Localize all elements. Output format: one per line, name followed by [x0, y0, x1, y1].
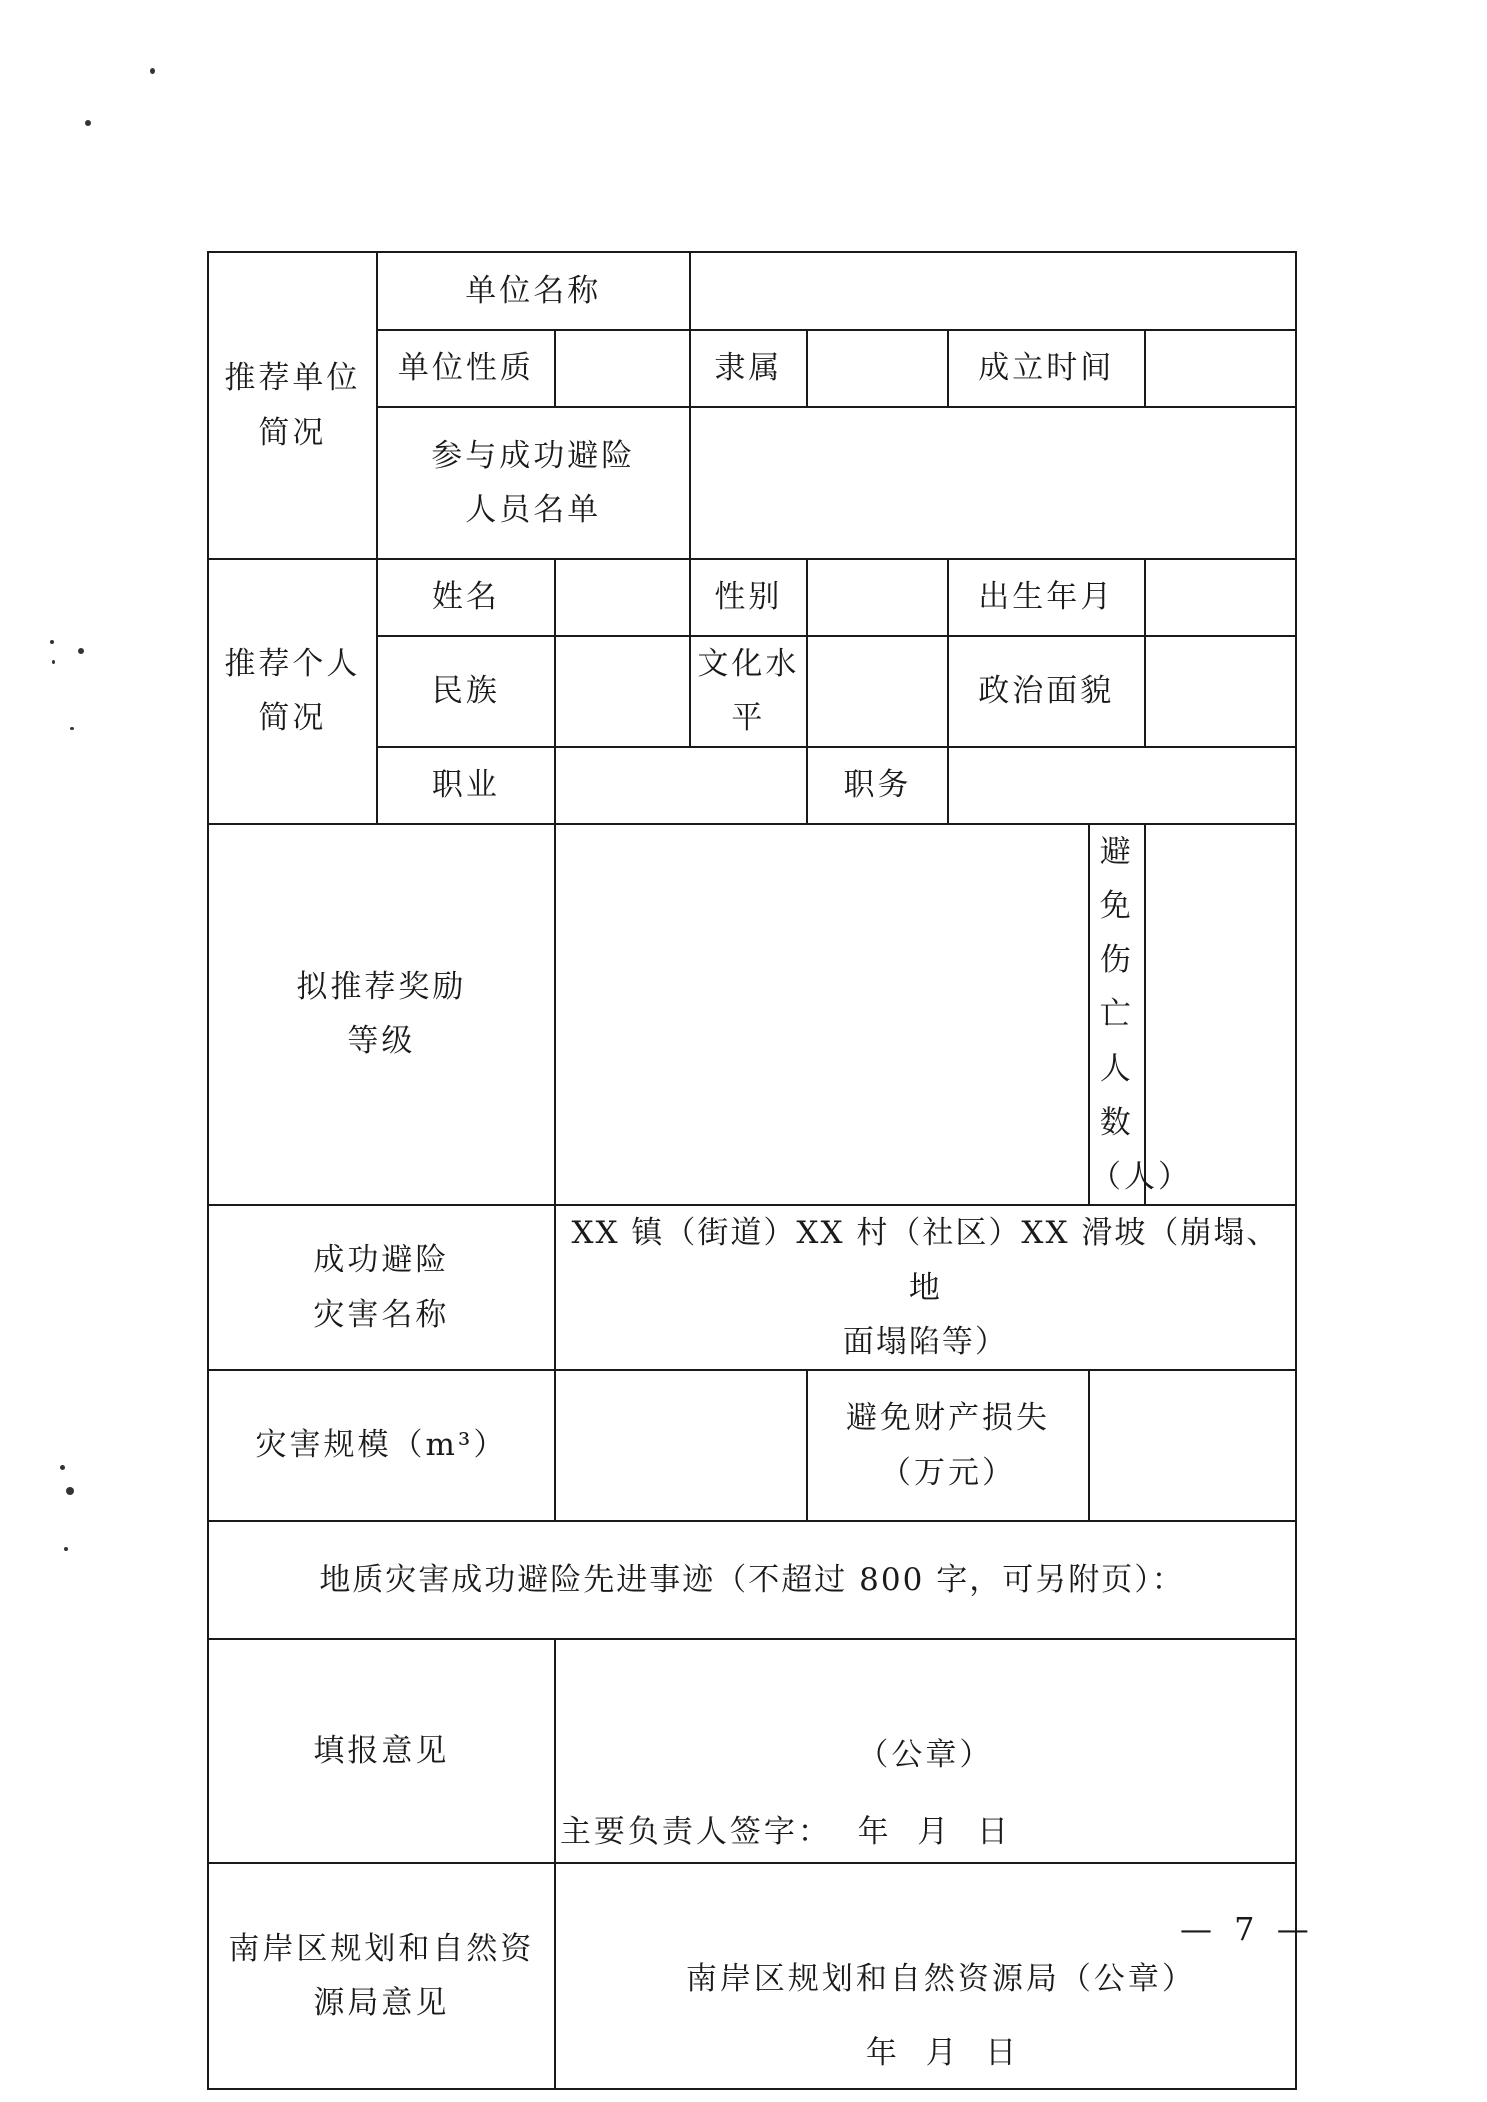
property-loss-field[interactable]: [1089, 1370, 1296, 1521]
occupation-field[interactable]: [555, 747, 807, 824]
page-number: — 7 —: [1180, 1910, 1315, 1948]
scan-speck: [78, 648, 84, 654]
scan-speck: [52, 660, 55, 664]
education-label: 文化水平: [690, 636, 807, 747]
unit-name-label: 单位名称: [377, 252, 690, 330]
scan-speck: [85, 120, 91, 126]
award-level-label: 拟推荐奖励 等级: [208, 824, 555, 1206]
scan-speck: [70, 727, 74, 730]
casualties-label: 避免伤亡人 数（人）: [1089, 824, 1145, 1206]
political-label: 政治面貌: [948, 636, 1145, 747]
award-level-field[interactable]: [555, 824, 1089, 1206]
disaster-scale-field[interactable]: [555, 1370, 807, 1521]
founded-label: 成立时间: [948, 330, 1145, 407]
political-field[interactable]: [1145, 636, 1296, 747]
affiliation-label: 隶属: [690, 330, 807, 407]
deeds-field[interactable]: 地质灾害成功避险先进事迹（不超过 800 字，可另附页）：: [208, 1521, 1296, 1639]
unit-nature-label: 单位性质: [377, 330, 555, 407]
occupation-label: 职业: [377, 747, 555, 824]
scan-speck: [60, 1465, 65, 1470]
participants-label: 参与成功避险 人员名单: [377, 407, 690, 559]
property-loss-label: 避免财产损失 （万元）: [807, 1370, 1089, 1521]
bureau-date: 年 月 日: [865, 2035, 1020, 2071]
casualties-field[interactable]: [1145, 824, 1296, 1206]
filing-opinion-field[interactable]: [555, 1639, 1296, 1863]
scan-speck: [66, 1487, 74, 1495]
filing-opinion-label: 填报意见: [208, 1639, 555, 1863]
bureau-seal: 南岸区规划和自然资源局（公章）: [685, 1961, 1196, 1997]
recommendation-form: [207, 251, 1297, 2090]
disaster-name-label: 成功避险 灾害名称: [208, 1205, 555, 1370]
position-label: 职务: [807, 747, 948, 824]
unit-section-label: 推荐单位 简况: [208, 252, 377, 559]
scan-speck: [50, 640, 54, 644]
scan-speck: [64, 1547, 68, 1551]
position-field[interactable]: [948, 747, 1296, 824]
scan-speck: [150, 68, 155, 74]
affiliation-field[interactable]: [807, 330, 948, 407]
founded-field[interactable]: [1145, 330, 1296, 407]
filing-signature: 主要负责人签字： 年 月 日: [559, 1814, 1011, 1850]
birth-field[interactable]: [1145, 559, 1296, 636]
gender-label: 性别: [690, 559, 807, 636]
gender-field[interactable]: [807, 559, 948, 636]
education-field[interactable]: [807, 636, 948, 747]
person-section-label: 推荐个人 简况: [208, 559, 377, 824]
filing-seal: （公章）: [857, 1737, 994, 1773]
ethnicity-field[interactable]: [555, 636, 690, 747]
unit-name-field[interactable]: [690, 252, 1296, 330]
person-name-field[interactable]: [555, 559, 690, 636]
person-name-label: 姓名: [377, 559, 555, 636]
ethnicity-label: 民族: [377, 636, 555, 747]
bureau-opinion-field[interactable]: [555, 1863, 1296, 2089]
birth-label: 出生年月: [948, 559, 1145, 636]
disaster-scale-label: 灾害规模（m³）: [208, 1370, 555, 1521]
disaster-name-field[interactable]: XX 镇（街道）XX 村（社区）XX 滑坡（崩塌、地 面塌陷等）: [555, 1205, 1296, 1370]
participants-field[interactable]: [690, 407, 1296, 559]
unit-nature-field[interactable]: [555, 330, 690, 407]
bureau-opinion-label: 南岸区规划和自然资 源局意见: [208, 1863, 555, 2089]
